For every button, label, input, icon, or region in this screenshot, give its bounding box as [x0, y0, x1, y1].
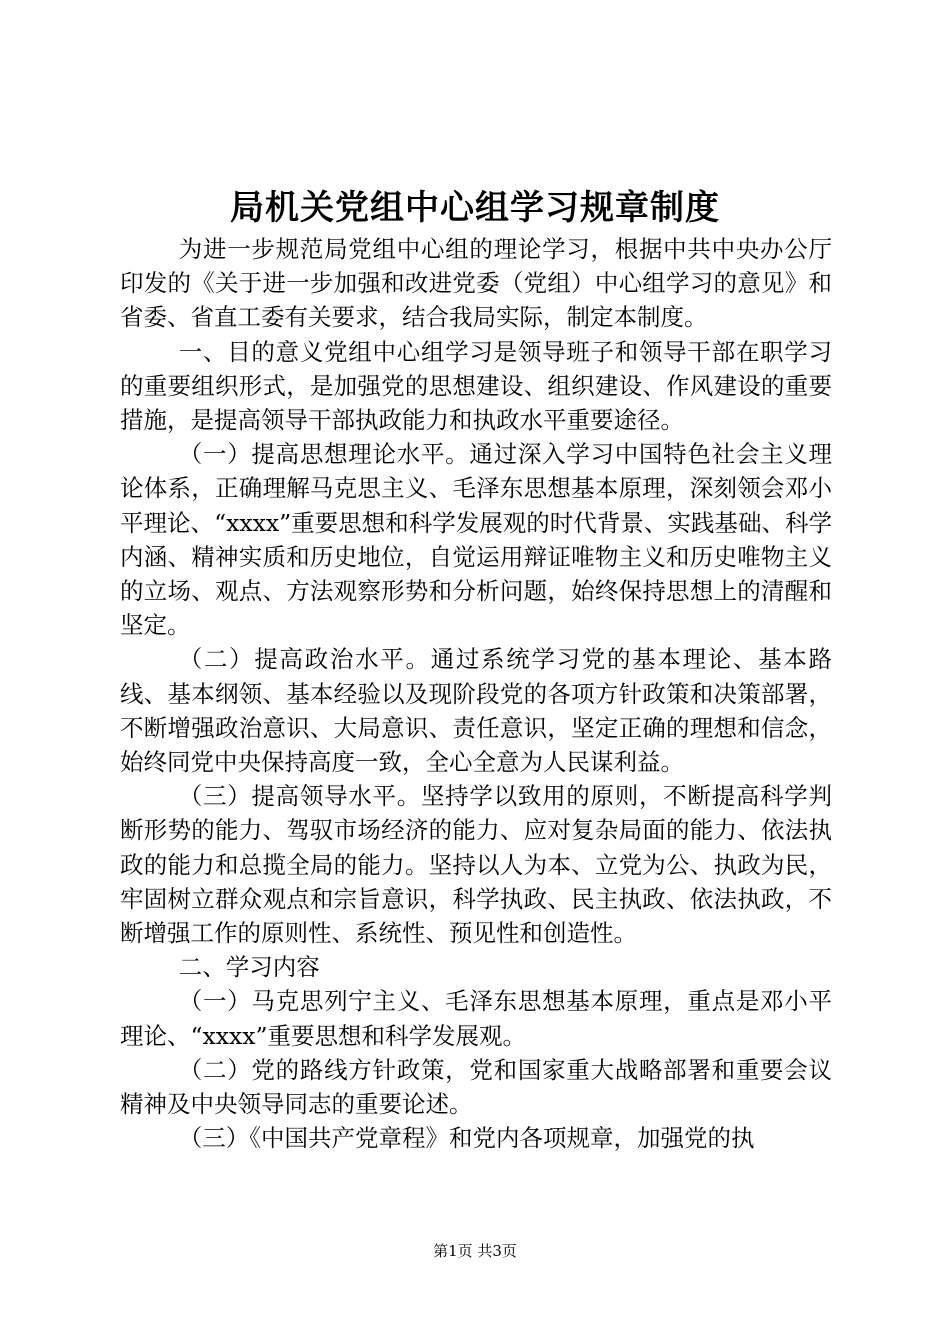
paragraph-section-1: 一、目的意义党组中心组学习是领导班子和领导干部在职学习的重要组织形式，是加强党的思想建设、组织建设、作风建设的重要措施，是提高领导干部执政能力和执政水平重要途径。 — [120, 337, 832, 435]
document-body — [120, 232, 832, 1155]
paragraph-section-2-item-1: （一）马克思列宁主义、毛泽东思想基本原理，重点是邓小平理论、“xxxx”重要思想和科学发展观。 — [120, 987, 832, 1050]
paragraph-section-2-item-2: （二）党的路线方针政策，党和国家重大战略部署和重要会议精神及中央领导同志的重要论述。 — [120, 1055, 832, 1119]
document-title: 局机关党组中心组学习规章制度 — [230, 188, 720, 228]
paragraph-section-1-item-1: （一）提高思想理论水平。通过深入学习中国特色社会主义理论体系，正确理解马克思主义、毛泽东思想基本原理，深刻领会邓小平理论、“xxxx”重要思想和科学发展观的时代背景、实践基础、科学内涵、精神实质和历史地位，自觉运用辩证唯物主义和历史唯物主义的立场、观点、方法观察形势和分析问题，始终保持思想上的清醒和坚定。 — [120, 440, 832, 640]
paragraph-section-2-item-3: （三）《中国共产党章程》和党内各项规章，加强党的执 — [178, 1124, 755, 1153]
paragraph-section-1-item-3: （三）提高领导水平。坚持学以致用的原则，不断提高科学判断形势的能力、驾驭市场经济的能力、应对复杂局面的能力、依法执政的能力和总揽全局的能力。坚持以人为本、立党为公、执政为民，牢固树立群众观点和宗旨意识，科学执政、民主执政、依法执政，不断增强工作的原则性、系统性、预见性和创造性。 — [120, 782, 832, 948]
section-heading-2: 二、学习内容 — [178, 953, 320, 982]
paragraph-intro: 为进一步规范局党组中心组的理论学习，根据中共中央办公厅印发的《关于进一步加强和改进党委（党组）中心组学习的意见》和省委、省直工委有关要求，结合我局实际，制定本制度。 — [120, 235, 832, 332]
paragraph-section-1-item-2: （二）提高政治水平。通过系统学习党的基本理论、基本路线、基本纲领、基本经验以及现阶段党的各项方针政策和决策部署，不断增强政治意识、大局意识、责任意识，坚定正确的理想和信念，始终同党中央保持高度一致，全心全意为人民谋利益。 — [120, 645, 832, 777]
page-number-footer: 第1页 共3页 — [433, 1242, 517, 1260]
